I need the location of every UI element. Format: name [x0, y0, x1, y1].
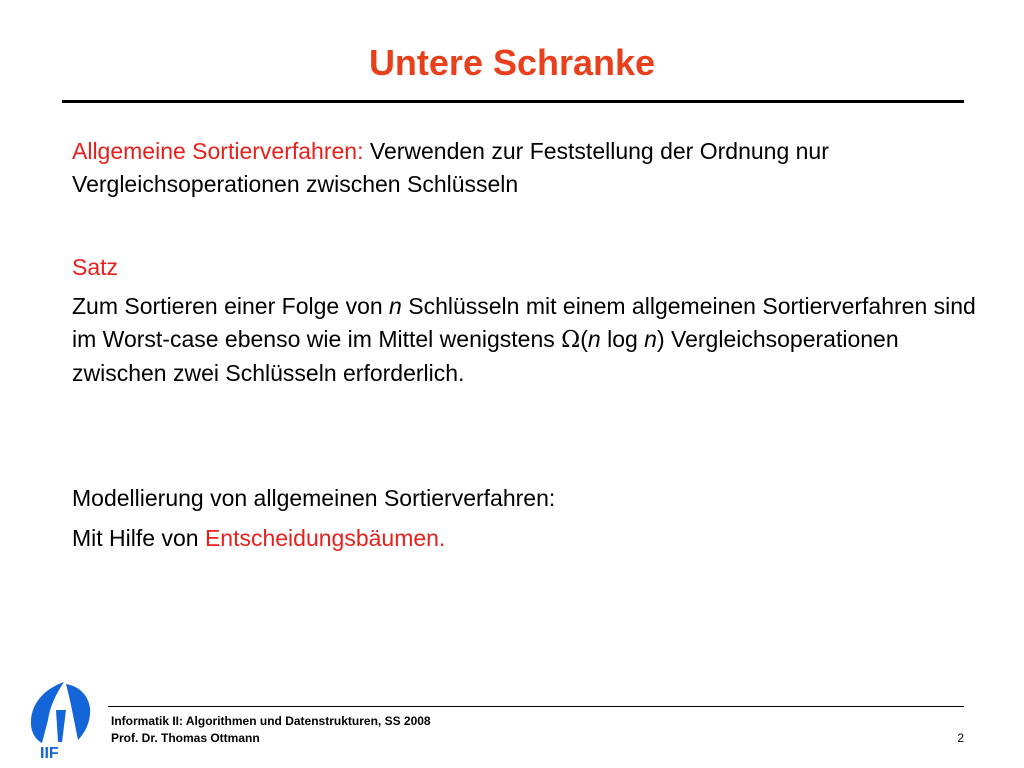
- footer-divider: [108, 706, 964, 707]
- definition-text: Verwenden zur Feststellung der Ordnung nur Vergleichsoperationen zwischen Schlüsseln: [72, 138, 829, 197]
- paragraph-modelling: Modellierung von allgemeinen Sortierverfahren:: [72, 485, 556, 511]
- iif-logo: [26, 680, 96, 760]
- footer-author: Prof. Dr. Thomas Ottmann: [111, 731, 260, 745]
- logo-text: IIF: [40, 745, 59, 760]
- theorem-text-1: Zum Sortieren einer Folge von: [72, 293, 390, 319]
- theorem-var-n: n: [644, 326, 657, 352]
- theorem-text-3: ) Vergleichsoperationen zwischen zwei Schlüsseln erforderlich.: [72, 326, 899, 386]
- omega-symbol: Ω: [561, 327, 581, 353]
- paragraph-sorting-definition: [72, 135, 992, 201]
- theorem-heading: Satz: [72, 254, 119, 280]
- theorem-var-n: n: [389, 293, 402, 319]
- paragraph-theorem: [72, 290, 992, 390]
- theorem-log: log: [600, 326, 645, 352]
- slide-title: Untere Schranke: [368, 42, 656, 83]
- page-number: 2: [957, 731, 964, 745]
- paragraph-decision-trees: [72, 522, 992, 555]
- decision-trees-highlight: Entscheidungsbäumen.: [204, 525, 446, 551]
- theorem-paren-open: (: [580, 326, 588, 352]
- definition-label: Allgemeine Sortierverfahren:: [72, 138, 364, 164]
- theorem-text-2: Schlüsseln mit einem allgemeinen Sortierverfahren sind im Worst-case ebenso wie im Mittel wenigstens: [72, 293, 976, 352]
- title-divider: [62, 100, 964, 103]
- decision-trees-prefix: Mit Hilfe von: [72, 525, 205, 551]
- theorem-var-n: n: [587, 326, 601, 352]
- footer-course-title: Informatik II: Algorithmen und Datenstrukturen, SS 2008: [111, 714, 431, 728]
